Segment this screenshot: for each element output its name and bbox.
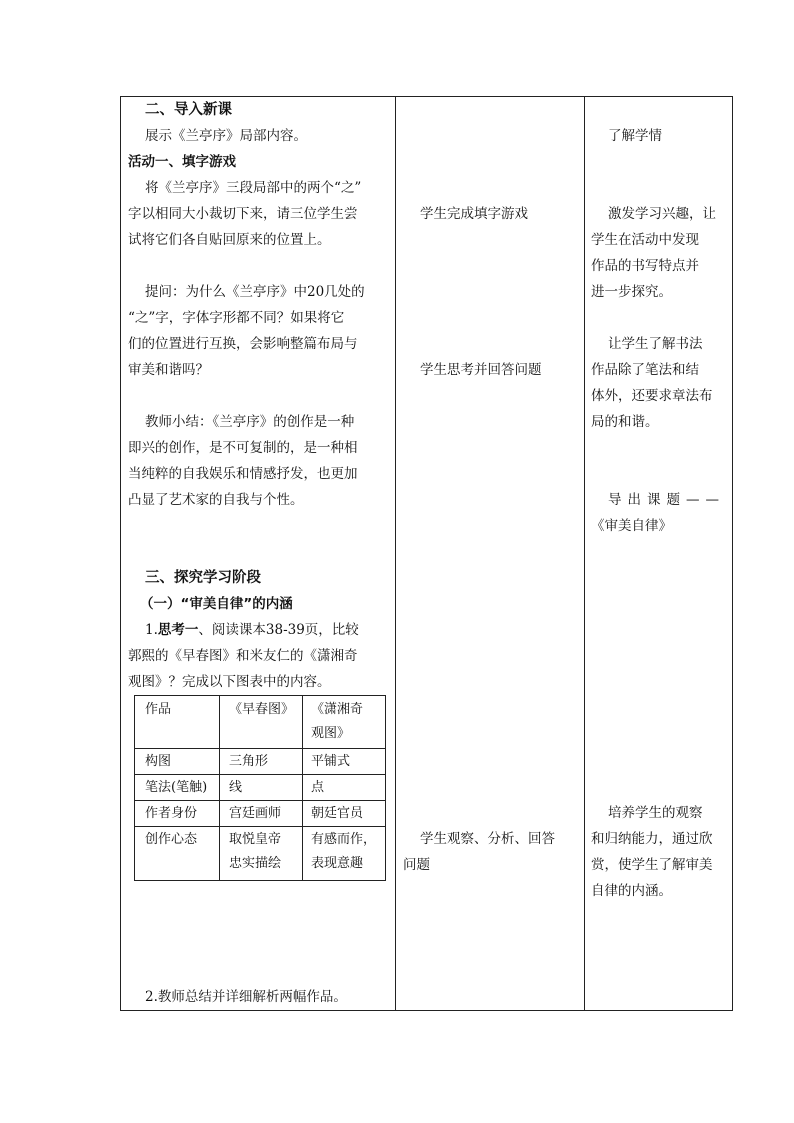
table-cell: 宫廷画师 <box>229 806 282 821</box>
intent-line: 局的和谐。 <box>591 414 659 430</box>
question-line: 们的位置进行互换，会影响整篇布局与 <box>128 336 358 352</box>
student-activity-observe: 学生观察、分析、回答 <box>420 831 555 847</box>
comparison-row-divider <box>135 800 385 801</box>
table-cell: 笔法(笔触) <box>145 780 208 795</box>
table-cell: 作品 <box>145 702 172 717</box>
show-content-text: 展示《兰亭序》局部内容。 <box>145 128 307 144</box>
table-cell-multiline <box>311 698 363 746</box>
intent-line: 和归纳能力，通过欣 <box>591 831 713 847</box>
section-import-title: 二、导入新课 <box>145 102 232 118</box>
think-line: 观图》？完成以下图表中的内容。 <box>128 674 331 690</box>
table-cell: 点 <box>311 780 325 795</box>
comparison-row-divider <box>135 826 385 827</box>
comparison-row-divider <box>135 748 385 749</box>
intent-line: 赏，使学生了解审美 <box>591 857 713 873</box>
table-cell: 创作心态 <box>145 832 198 847</box>
comparison-table <box>134 695 386 881</box>
table-cell: 平铺式 <box>311 754 351 769</box>
think-one-text: 、阅读课本38-39页，比较 <box>198 622 359 638</box>
table-cell-line: 《潇湘奇 <box>311 702 364 717</box>
table-cell-line: 取悦皇帝 <box>229 832 282 847</box>
think-prefix: 1. <box>145 622 158 638</box>
activity1-line: 字以相同大小裁切下来，请三位学生尝 <box>128 206 358 222</box>
table-cell: 构图 <box>145 754 172 769</box>
activity1-line: 试将它们各自贴回原来的位置上。 <box>128 232 331 248</box>
column-divider-1 <box>395 97 396 1010</box>
intent-line: 让学生了解书法 <box>608 336 703 352</box>
question-line: 审美和谐吗？ <box>128 362 209 378</box>
intent-line: 作品除了笔法和结 <box>591 362 699 378</box>
comparison-row-divider <box>135 774 385 775</box>
table-cell-multiline <box>311 828 376 876</box>
table-cell: 作者身份 <box>145 806 198 821</box>
summary-line: 凸显了艺术家的自我与个性。 <box>128 492 304 508</box>
think-one-line <box>145 617 359 643</box>
intent-topic-title: 《审美自律》 <box>591 518 672 534</box>
comparison-col-divider <box>302 696 303 880</box>
subsection-aesthetic-title: （一）“审美自律”的内涵 <box>140 596 293 612</box>
intent-line: 进一步探究。 <box>591 284 672 300</box>
table-cell: 三角形 <box>229 754 269 769</box>
intent-line: 体外，还要求章法布 <box>591 388 713 404</box>
intent-topic: 导出课题—— <box>608 492 725 508</box>
question-line: 提问：为什么《兰亭序》中20几处的 <box>145 284 365 300</box>
table-cell-line: 忠实描绘 <box>229 856 282 871</box>
intent-line: 作品的书写特点并 <box>591 258 699 274</box>
student-activity-answer: 学生思考并回答问题 <box>420 362 542 378</box>
question-line: “之”字，字体字形都不同？如果将它 <box>128 310 345 326</box>
intent-line: 培养学生的观察 <box>608 805 703 821</box>
think-one-label: 思考一 <box>157 622 199 638</box>
table-cell-line: 有感而作， <box>311 832 377 847</box>
intent-learn-situation: 了解学情 <box>608 128 662 144</box>
comparison-col-divider <box>219 696 220 880</box>
intent-line: 自律的内涵。 <box>591 883 672 899</box>
student-activity-observe: 问题 <box>403 857 430 873</box>
intent-line: 激发学习兴趣，让 <box>608 206 716 222</box>
activity1-title: 活动一、填字游戏 <box>128 154 236 170</box>
table-cell: 朝廷官员 <box>311 806 364 821</box>
intent-line: 学生在活动中发现 <box>591 232 699 248</box>
summary-line: 即兴的创作，是不可复制的，是一种相 <box>128 440 358 456</box>
student-activity-fill: 学生完成填字游戏 <box>420 206 528 222</box>
activity1-line: 将《兰亭序》三段局部中的两个“之” <box>145 180 362 196</box>
table-cell-line: 观图》 <box>311 726 351 741</box>
table-cell: 《早春图》 <box>229 702 295 717</box>
think-line: 郭熙的《早春图》和米友仁的《潇湘奇 <box>128 648 358 664</box>
teacher-summary-step: 2.教师总结并详细解析两幅作品。 <box>145 989 347 1005</box>
column-divider-2 <box>584 97 585 1010</box>
table-cell: 线 <box>229 780 243 795</box>
summary-line: 教师小结：《兰亭序》的创作是一种 <box>145 414 355 430</box>
section-explore-title: 三、探究学习阶段 <box>145 570 261 586</box>
table-cell-multiline <box>229 828 281 876</box>
table-cell-line: 表现意趣 <box>311 856 364 871</box>
summary-line: 当纯粹的自我娱乐和情感抒发，也更加 <box>128 466 358 482</box>
